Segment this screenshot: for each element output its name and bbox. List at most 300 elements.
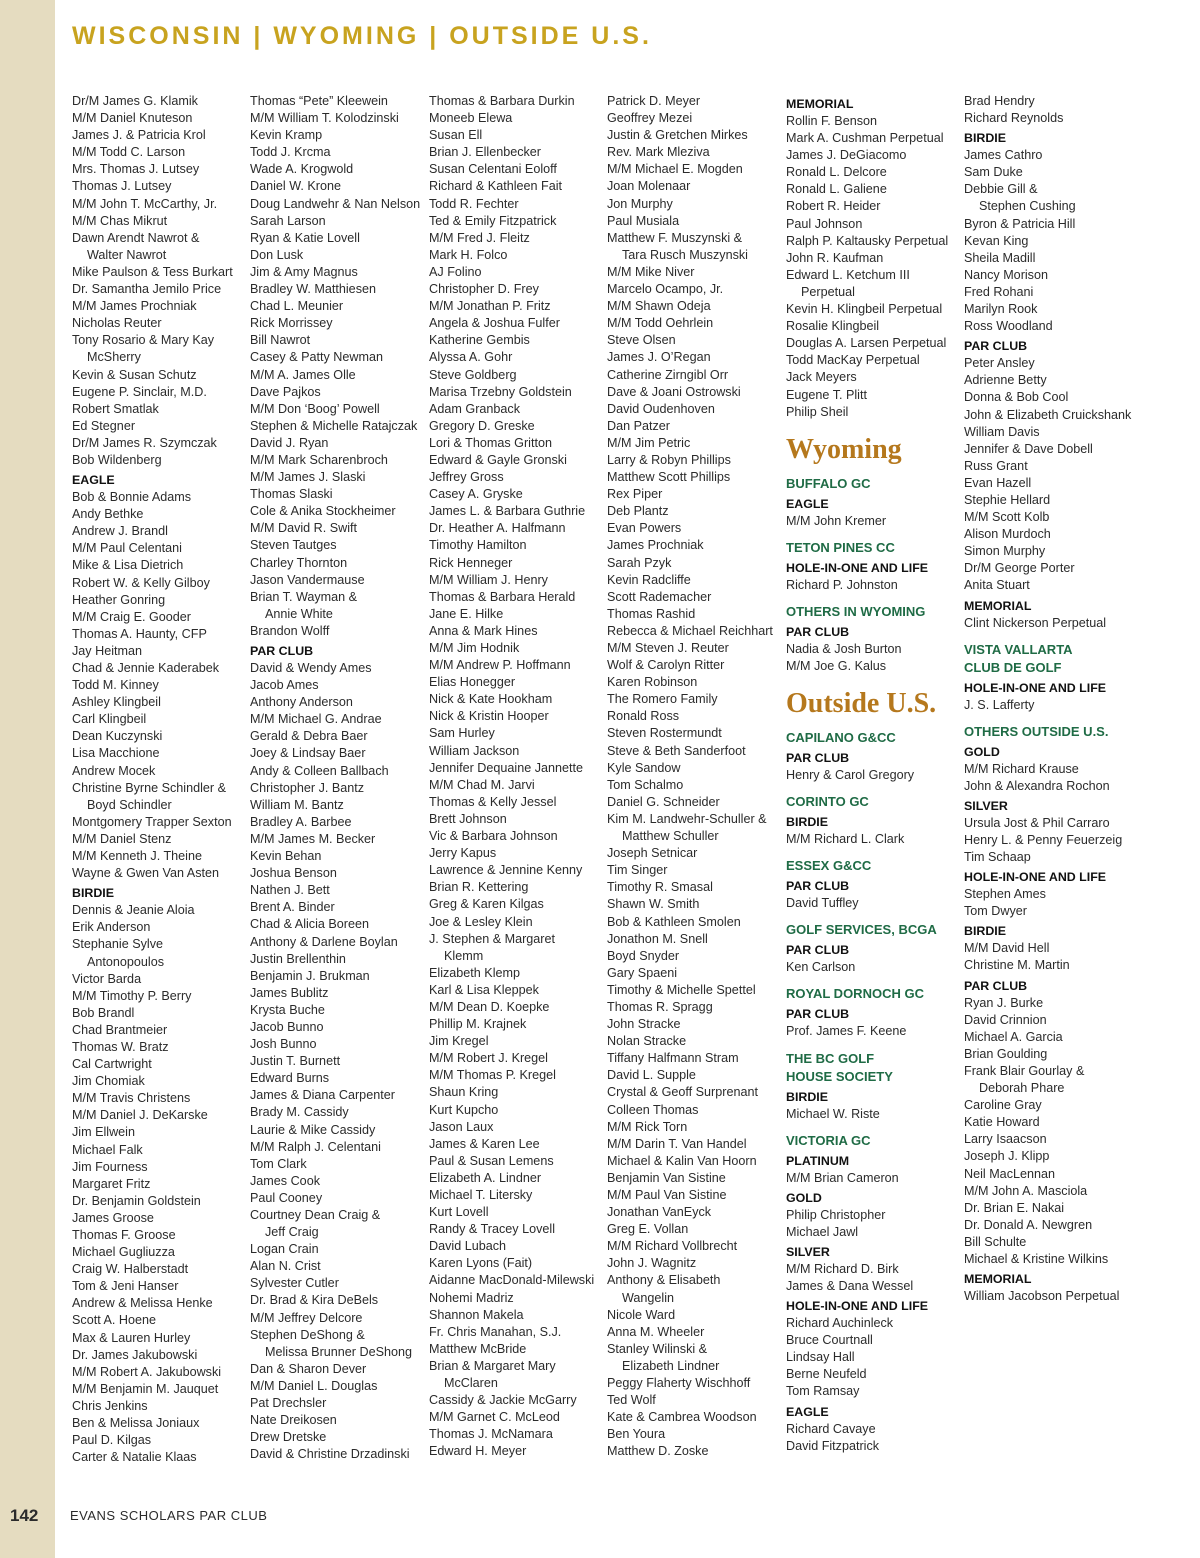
donor-name: Elizabeth A. Lindner [429,1170,542,1185]
donor-name: Aidanne MacDonald-Milewski [429,1273,595,1288]
donor-name: Bradley A. Barbee [250,814,352,829]
donor-name: Matthew Scott Phillips [607,470,731,485]
donor-name: Karen Lyons (Fait) [429,1256,533,1271]
donor-name: M/M Don ‘Boog’ Powell [250,401,380,416]
giving-level-heading: HOLE-IN-ONE AND LIFE [786,560,929,575]
donor-name: Erik Anderson [72,920,151,935]
donor-name: Nicole Ward [607,1307,676,1322]
donor-name: Jim Chomiak [72,1074,145,1089]
donor-name: Shawn W. Smith [607,897,700,912]
donor-name: M/M Michael E. Mogden [607,162,743,177]
donor-name: Stephie Hellard [964,492,1051,507]
donor-name: Steven Rostermundt [607,726,722,741]
donor-name: Deb Plantz [607,504,669,519]
donor-name: Christine Byrne Schindler & [72,780,226,795]
giving-level-heading: BIRDIE [786,815,828,830]
donor-name: Jim Kregel [429,1034,489,1049]
donor-name: M/M Robert J. Kregel [429,1051,548,1066]
donor-name: J. Stephen & Margaret [429,931,556,946]
donor-name: Edward L. Ketchum III [786,267,910,282]
donor-name: Margaret Fritz [72,1176,151,1191]
giving-level-heading: BIRDIE [964,131,1006,146]
donor-name-continued: Boyd Schindler [87,797,172,812]
donor-name: James Groose [72,1210,154,1225]
donor-name: Gregory D. Greske [429,418,535,433]
donor-name: James & Karen Lee [429,1136,540,1151]
donor-name: Jennifer & Dave Dobell [964,441,1093,456]
donor-name: James Cook [250,1173,320,1188]
donor-name: Boyd Snyder [607,948,680,963]
region-heading: Wyoming [786,433,902,465]
donor-name: John Stracke [607,1017,681,1032]
donor-name: Michael Falk [72,1142,143,1157]
donor-name: Lori & Thomas Gritton [429,435,552,450]
donor-name: M/M Brian Cameron [786,1170,899,1185]
donor-name: Steve Goldberg [429,367,517,382]
club-heading: OTHERS IN WYOMING [786,603,926,619]
donor-name: Justin & Gretchen Mirkes [607,128,748,143]
donor-name: Brent A. Binder [250,900,335,915]
donor-name: Craig W. Halberstadt [72,1262,189,1277]
donor-name: Stanley Wilinski & [607,1341,708,1356]
donor-name-continued: Klemm [444,948,484,963]
donor-name: Richard Cavaye [786,1421,876,1436]
donor-name: David & Wendy Ames [250,661,372,675]
donor-name: Caroline Gray [964,1098,1042,1113]
donor-name: James J. & Patricia Krol [72,128,206,143]
donor-name: Victor Barda [72,971,142,986]
donor-name: Christine M. Martin [964,958,1070,973]
donor-name: Simon Murphy [964,544,1046,559]
donor-name: M/M Andrew P. Hoffmann [429,658,571,673]
donor-name: Nolan Stracke [607,1034,687,1049]
donor-name: Dr. Heather A. Halfmann [429,521,566,536]
donor-name: Montgomery Trapper Sexton [72,814,232,829]
donor-name-continued: McClaren [444,1376,498,1391]
donor-name: Gerald & Debra Baer [250,729,368,744]
donor-name: Drew Dretske [250,1430,327,1445]
donor-name: M/M Fred J. Fleitz [429,230,530,245]
donor-name: Ashley Klingbeil [72,695,161,710]
giving-level-heading: EAGLE [72,473,115,488]
donor-name: Jon Murphy [607,196,673,211]
giving-level-heading: PAR CLUB [786,751,850,766]
region-heading: Outside U.S. [786,688,937,720]
donor-name: Geoffrey Mezei [607,111,693,126]
donor-name: Robert Smatlak [72,401,159,416]
donor-name: The Romero Family [607,692,718,707]
donor-name: Kyle Sandow [607,760,681,775]
donor-name: Donna & Bob Cool [964,390,1069,405]
donor-name: Richard P. Johnston [786,577,898,592]
donor-column-1 [72,93,252,1466]
donor-name: Tiffany Halfmann Stram [607,1051,739,1066]
donor-name: Todd R. Fechter [429,196,519,211]
donor-name: Jacob Ames [250,678,319,693]
donor-name: M/M James Prochniak [72,299,197,314]
donor-name: Lisa Macchione [72,746,160,761]
donor-name: Anthony & Elisabeth [607,1273,721,1288]
donor-name: Laurie & Mike Cassidy [250,1122,376,1137]
giving-level-heading: PAR CLUB [786,943,850,958]
donor-name: Vic & Barbara Johnson [429,829,558,844]
donor-name: Kevin & Susan Schutz [72,367,197,382]
donor-name: Dan Patzer [607,418,670,433]
donor-name: Jim & Amy Magnus [250,264,358,279]
giving-level-heading: BIRDIE [964,924,1006,939]
donor-name: M/M Daniel Knuteson [72,111,193,126]
giving-level-heading: HOLE-IN-ONE AND LIFE [964,870,1107,885]
donor-name: J. S. Lafferty [964,697,1035,712]
donor-name: M/M Mike Niver [607,264,695,279]
donor-name: Lawrence & Jennine Kenny [429,863,583,878]
donor-name: Marcelo Ocampo, Jr. [607,282,724,297]
giving-level-heading: PLATINUM [786,1153,850,1168]
donor-name: Edward & Gayle Gronski [429,452,567,467]
donor-name: Mike Paulson & Tess Burkart [72,264,233,279]
giving-level-heading: BIRDIE [786,1089,828,1104]
donor-name: M/M Jonathan P. Fritz [429,299,551,314]
donor-column-5 [786,93,966,1455]
donor-name: Cole & Anika Stockheimer [250,504,396,519]
donor-name: Brady M. Cassidy [250,1105,349,1120]
donor-name: Michael W. Riste [786,1106,880,1121]
donor-name: Anna & Mark Hines [429,623,538,638]
donor-name: Rex Piper [607,487,663,502]
donor-name: M/M Richard D. Birk [786,1261,899,1276]
donor-name: Lindsay Hall [786,1350,855,1365]
donor-name: Bradley W. Matthiesen [250,282,376,297]
donor-name: Justin T. Burnett [250,1054,341,1069]
donor-name: Chad Brantmeier [72,1022,168,1037]
donor-name: Matthew D. Zoske [607,1444,709,1459]
donor-name: Colleen Thomas [607,1102,699,1117]
donor-name: Tom Dwyer [964,904,1027,919]
donor-name: Ronald L. Delcore [786,165,887,180]
donor-name: Peter Ansley [964,356,1035,371]
donor-name: Elias Honegger [429,675,516,690]
donor-name: James & Dana Wessel [786,1279,914,1293]
donor-name: Philip Sheil [786,404,849,419]
donor-name: M/M Benjamin M. Jauquet [72,1381,219,1396]
donor-name: Michael T. Litersky [429,1188,533,1202]
donor-name: Wade A. Krogwold [250,162,354,177]
donor-name: Randy & Tracey Lovell [429,1222,555,1237]
giving-level-heading: SILVER [964,798,1008,813]
donor-name: Andrew Mocek [72,763,156,778]
donor-name: Fred Rohani [964,284,1034,299]
donor-name: Mark A. Cushman Perpetual [786,131,944,146]
donor-name: Anna M. Wheeler [607,1324,705,1339]
donor-name: M/M Paul Van Sistine [607,1188,727,1202]
donor-name: Thomas A. Haunty, CFP [72,626,207,641]
donor-name: Sarah Pzyk [607,555,672,570]
donor-name: Brad Hendry [964,94,1035,108]
donor-name: Ted & Emily Fitzpatrick [429,213,557,228]
donor-name: Bill Nawrot [250,333,311,348]
donor-name: Joan Molenaar [607,179,691,194]
donor-name: Christopher D. Frey [429,282,539,297]
donor-name-continued: Elizabeth Lindner [622,1358,720,1373]
donor-name: Joe & Lesley Klein [429,914,533,929]
donor-name: Matthew F. Muszynski & [607,230,743,245]
donor-name: Stephanie Sylve [72,937,164,952]
donor-name: M/M Kenneth J. Theine [72,849,202,864]
donor-name: M/M Daniel J. DeKarske [72,1108,208,1123]
donor-name: Michael A. Garcia [964,1029,1063,1044]
donor-name: Sam Duke [964,165,1023,180]
donor-name: Anthony Anderson [250,695,353,710]
donor-name: Matthew McBride [429,1341,527,1356]
donor-name: Nate Dreikosen [250,1413,337,1428]
donor-name: Byron & Patricia Hill [964,216,1076,231]
donor-name: M/M Richard L. Clark [786,832,905,847]
donor-name: Jason Vandermause [250,572,365,587]
donor-name: Moneeb Elewa [429,111,513,126]
donor-name: Paul Musiala [607,213,680,228]
donor-name: Sam Hurley [429,726,495,741]
donor-name: Marilyn Rook [964,302,1038,317]
donor-name: Nancy Morison [964,267,1048,282]
donor-name: Dave Pajkos [250,384,321,399]
donor-name: Dan & Sharon Dever [250,1361,367,1376]
club-heading: VICTORIA GC [786,1132,871,1148]
donor-name: Joseph J. Klipp [964,1149,1050,1164]
donor-name: David Tuffley [786,896,859,911]
donor-name: Angela & Joshua Fulfer [429,316,560,331]
donor-name: Thomas F. Groose [72,1228,176,1242]
donor-name: Alyssa A. Gohr [429,350,513,365]
donor-name: Katie Howard [964,1115,1040,1130]
donor-name: Dr. Brad & Kira DeBels [250,1293,379,1308]
donor-name: Ronald Ross [607,709,680,724]
donor-name: Dave & Joani Ostrowski [607,384,741,399]
donor-name: Thomas W. Bratz [72,1039,169,1054]
donor-name: Dr/M George Porter [964,561,1075,576]
donor-name: James L. & Barbara Guthrie [429,504,586,519]
donor-name: M/M Jim Petric [607,435,691,450]
donor-name: Kevin Behan [250,849,322,864]
donor-name: Edward Burns [250,1071,330,1086]
donor-name: M/M William T. Kolodzinski [250,111,399,126]
donor-name: Michael & Kalin Van Hoorn [607,1153,757,1168]
donor-name: Karl & Lisa Kleppek [429,982,539,997]
donor-name: James & Diana Carpenter [250,1088,395,1103]
donor-name: Nick & Kristin Hooper [429,709,549,724]
donor-name: Rick Morrissey [250,316,333,331]
donor-name: David Oudenhoven [607,401,715,416]
donor-name: Jacob Bunno [250,1019,324,1034]
donor-name: Tom Ramsay [786,1384,860,1399]
donor-name: Benjamin Van Sistine [607,1170,726,1185]
club-heading: THE BC GOLF [786,1050,875,1066]
donor-name: Anthony & Darlene Boylan [250,934,398,949]
giving-level-heading: HOLE-IN-ONE AND LIFE [786,1299,929,1314]
donor-name: Bob Wildenberg [72,452,162,467]
donor-name: David J. Ryan [250,435,329,450]
donor-name: Christopher J. Bantz [250,780,365,795]
donor-name: Tim Singer [607,863,668,878]
donor-name: M/M John T. McCarthy, Jr. [72,196,218,211]
donor-name: Joseph Setnicar [607,846,698,861]
donor-name: Paul & Susan Lemens [429,1153,554,1168]
donor-name: Mike & Lisa Dietrich [72,558,184,573]
donor-name: James J. O’Regan [607,350,711,365]
donor-name: Doug Landwehr & Nan Nelson [250,196,421,211]
donor-name: M/M Robert A. Jakubowski [72,1364,222,1379]
donor-name: Dr/M James G. Klamik [72,94,198,108]
donor-name: Joshua Benson [250,866,337,881]
donor-name: M/M Scott Kolb [964,510,1050,525]
donor-name: Rick Henneger [429,555,513,570]
donor-name: James Cathro [964,148,1043,163]
donor-name: Dr/M James R. Szymczak [72,435,217,450]
donor-name: Edward H. Meyer [429,1444,527,1459]
donor-name: Ursula Jost & Phil Carraro [964,815,1110,830]
donor-name: Paul D. Kilgas [72,1433,152,1448]
donor-name: Dr. James Jakubowski [72,1347,198,1362]
donor-name: Brett Johnson [429,811,507,826]
donor-name: M/M Joe G. Kalus [786,658,887,673]
donor-name: M/M Todd C. Larson [72,145,186,160]
donor-name: David & Christine Drzadinski [250,1447,410,1462]
donor-name: Benjamin J. Brukman [250,968,370,983]
donor-column-6 [964,93,1144,1305]
donor-name: Jack Meyers [786,370,857,385]
donor-name: Eugene T. Plitt [786,387,867,402]
donor-column-2 [250,93,430,1463]
donor-name: M/M Ralph J. Celentani [250,1139,381,1154]
donor-name: M/M David R. Swift [250,521,358,536]
donor-name: Pat Drechsler [250,1396,327,1411]
donor-name: David Lubach [429,1239,507,1254]
donor-name: Tom Schalmo [607,777,684,792]
donor-name: Sheila Madill [964,250,1036,265]
donor-name: Jim Ellwein [72,1125,135,1140]
donor-name: M/M Todd Oehrlein [607,316,714,331]
donor-name: Alan N. Crist [250,1259,321,1274]
donor-name: Fr. Chris Manahan, S.J. [429,1324,562,1339]
donor-name: Daniel W. Krone [250,179,341,194]
donor-name: AJ Folino [429,264,482,279]
donor-name: M/M James J. Slaski [250,470,366,485]
donor-name: M/M Travis Christens [72,1091,191,1106]
donor-name: Larry & Robyn Phillips [607,452,731,467]
club-heading: GOLF SERVICES, BCGA [786,922,937,938]
donor-name: Thomas & Barbara Herald [429,589,576,604]
donor-name: M/M Timothy P. Berry [72,988,192,1003]
donor-name: Eugene P. Sinclair, M.D. [72,384,207,399]
donor-name: Todd M. Kinney [72,678,159,693]
donor-name: Thomas & Kelly Jessel [429,794,557,809]
donor-name: Nick & Kate Hookham [429,692,553,707]
donor-name: M/M Jim Hodnik [429,641,520,655]
donor-name: M/M Michael G. Andrae [250,712,382,727]
donor-name: Chad & Alicia Boreen [250,917,370,932]
donor-name: Anita Stuart [964,578,1030,593]
donor-name: Dawn Arendt Nawrot & [72,230,200,245]
donor-name: John & Alexandra Rochon [964,778,1110,793]
donor-name: Phillip M. Krajnek [429,1017,527,1032]
donor-name: M/M William J. Henry [429,572,548,587]
giving-level-heading: HOLE-IN-ONE AND LIFE [964,680,1107,695]
donor-name: Brian Goulding [964,1046,1048,1061]
page-margin-band [0,0,55,1558]
donor-name: Dennis & Jeanie Aloia [72,903,195,918]
donor-name-continued: Melissa Brunner DeShong [265,1344,413,1359]
donor-name: M/M John Kremer [786,513,887,528]
donor-name: Crystal & Geoff Surprenant [607,1085,758,1100]
donor-name: Marisa Trzebny Goldstein [429,384,572,399]
donor-name-continued: McSherry [87,350,141,365]
donor-name: Timothy Hamilton [429,538,527,553]
donor-name: Courtney Dean Craig & [250,1208,381,1222]
donor-name: Sylvester Cutler [250,1276,339,1291]
giving-level-heading: GOLD [786,1190,822,1205]
donor-name: Timothy R. Smasal [607,880,713,895]
donor-name-continued: Annie White [265,606,333,621]
donor-name: Brandon Wolff [250,623,330,638]
donor-name: Greg E. Vollan [607,1222,689,1237]
donor-name: Karen Robinson [607,675,698,690]
giving-level-heading: EAGLE [786,496,829,511]
donor-name: Michael & Kristine Wilkins [964,1251,1109,1266]
donor-name: Steve & Beth Sanderfoot [607,743,746,758]
donor-name: Susan Celentani Eoloff [429,162,557,177]
donor-name: Robert W. & Kelly Gilboy [72,575,210,590]
donor-name: M/M Paul Celentani [72,541,182,556]
donor-name: James Prochniak [607,538,704,553]
donor-name: Bob & Bonnie Adams [72,490,192,505]
donor-name: Cassidy & Jackie McGarry [429,1393,577,1408]
donor-name: Bob & Kathleen Smolen [607,914,741,929]
donor-name: M/M Thomas P. Kregel [429,1068,556,1083]
donor-name: Steven Tautges [250,538,337,553]
donor-name: Neil MacLennan [964,1166,1056,1181]
donor-name: Philip Christopher [786,1207,886,1222]
donor-name: Alison Murdoch [964,527,1051,542]
donor-name: Brian T. Wayman & [250,589,358,604]
donor-name: M/M Richard Krause [964,761,1079,776]
giving-level-heading: PAR CLUB [964,339,1028,354]
donor-name-continued: Antonopoulos [87,954,165,969]
donor-name: M/M Dean D. Koepke [429,999,550,1014]
donor-name: Timothy & Michelle Spettel [607,982,756,997]
donor-name: William Jacobson Perpetual [964,1289,1120,1304]
donor-name: Robert R. Heider [786,199,881,214]
donor-name: M/M Richard Vollbrecht [607,1239,738,1254]
donor-name: Ben Youra [607,1427,666,1442]
giving-level-heading: SILVER [786,1244,830,1259]
donor-name: Brian R. Kettering [429,880,529,895]
donor-name: Thomas J. Lutsey [72,179,172,194]
donor-name: Jonathon M. Snell [607,931,708,946]
donor-name-continued: Tara Rusch Muszynski [622,247,748,262]
donor-name: Jonathan VanEyck [607,1205,712,1220]
donor-name: Catherine Zirngibl Orr [607,367,729,382]
donor-name: Mrs. Thomas J. Lutsey [72,162,200,177]
donor-name: Patrick D. Meyer [607,94,701,108]
donor-name: Andy & Colleen Ballbach [250,763,389,778]
donor-name: Michael Gugliuzza [72,1245,175,1260]
donor-name: Todd J. Krcma [250,145,331,160]
donor-name: Nathen J. Bett [250,883,330,898]
donor-name: Chad & Jennie Kaderabek [72,661,220,675]
donor-name: Douglas A. Larsen Perpetual [786,336,947,351]
donor-name: Max & Lauren Hurley [72,1330,191,1345]
donor-name: Brian J. Ellenbecker [429,145,541,160]
donor-name: Wayne & Gwen Van Asten [72,866,220,881]
